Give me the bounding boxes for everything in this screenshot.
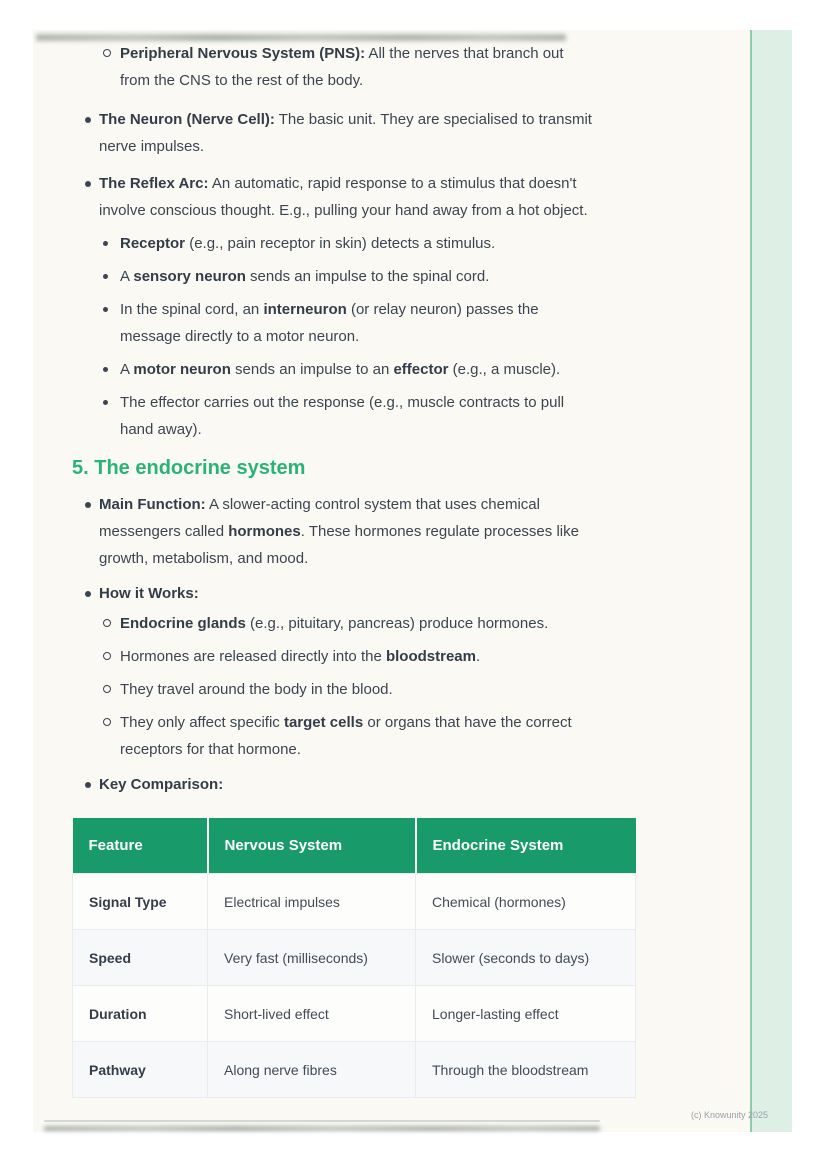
- table-cell: Short-lived effect: [208, 986, 416, 1042]
- list-item-text: They travel around the body in the blood.: [120, 681, 393, 698]
- list-item-text: Endocrine glands (e.g., pituitary, pancreas) produce hormones.: [120, 615, 549, 632]
- circle-bullet-icon: [103, 619, 111, 627]
- bullet-icon: [85, 591, 91, 597]
- document-page: [33, 30, 792, 1132]
- bullet-icon: [85, 117, 91, 123]
- list-item-text: A motor neuron sends an impulse to an effector (e.g., a muscle).: [120, 361, 561, 378]
- list-item-text: Main Function: A slower-acting control system that uses chemical messengers called hormones. These hormones regulate processes like growth, metabolism, and mood.: [99, 496, 579, 567]
- list-item-receptor: [72, 230, 792, 257]
- bullet-icon: [85, 181, 91, 187]
- circle-bullet-icon: [103, 49, 111, 57]
- table-row: [73, 1042, 636, 1098]
- comparison-table: [72, 818, 636, 1098]
- list-item-text: In the spinal cord, an interneuron (or relay neuron) passes the message directly to a motor neuron.: [120, 301, 539, 345]
- table-cell: Slower (seconds to days): [416, 930, 636, 986]
- list-item-endocrine-glands: [72, 610, 792, 637]
- table-cell: Through the bloodstream: [416, 1042, 636, 1098]
- bullet-icon: [103, 307, 108, 312]
- table-cell: Very fast (milliseconds): [208, 930, 416, 986]
- circle-bullet-icon: [103, 685, 111, 693]
- list-item-text: Key Comparison:: [99, 776, 224, 793]
- circle-bullet-icon: [103, 718, 111, 726]
- table-cell: Longer-lasting effect: [416, 986, 636, 1042]
- list-item-target-cells: [72, 709, 792, 763]
- table-header-feature: Feature: [73, 818, 208, 874]
- table-cell: Duration: [73, 986, 208, 1042]
- list-item-how-it-works: [72, 580, 792, 607]
- table-header-row: [73, 818, 636, 874]
- section-heading-endocrine: 5. The endocrine system: [72, 457, 306, 479]
- list-item-sensory-neuron: [72, 263, 792, 290]
- list-item-travel-blood: [72, 676, 792, 703]
- list-item-text: The Neuron (Nerve Cell): The basic unit. They are specialised to transmit nerve impulses.: [99, 111, 592, 155]
- list-item-text: Receptor (e.g., pain receptor in skin) detects a stimulus.: [120, 235, 496, 252]
- list-item-main-function: [72, 491, 792, 572]
- list-item-pns: [72, 40, 792, 94]
- table-cell: Electrical impulses: [208, 874, 416, 930]
- list-item-motor-neuron: [72, 356, 792, 383]
- list-item-text: Peripheral Nervous System (PNS): All the nerves that branch out from the CNS to the rest of the body.: [120, 45, 564, 89]
- list-item-text: Hormones are released directly into the bloodstream.: [120, 648, 481, 665]
- list-item-text: The effector carries out the response (e.g., muscle contracts to pull hand away).: [120, 394, 565, 438]
- bullet-icon: [85, 782, 91, 788]
- bullet-icon: [85, 502, 91, 508]
- table-header-nervous-system: Nervous System: [208, 818, 416, 874]
- bullet-icon: [103, 274, 108, 279]
- circle-bullet-icon: [103, 652, 111, 660]
- page-bottom-divider: [44, 1120, 600, 1122]
- bullet-icon: [103, 400, 108, 405]
- copyright-notice: (c) Knowunity 2025: [690, 1110, 768, 1120]
- list-item-reflex-arc: [72, 170, 792, 224]
- list-item-text: A sensory neuron sends an impulse to the spinal cord.: [120, 268, 490, 285]
- table-row: [73, 930, 636, 986]
- bullet-icon: [103, 367, 108, 372]
- table-cell: Chemical (hormones): [416, 874, 636, 930]
- list-item-text: How it Works:: [99, 585, 199, 602]
- table-cell: Signal Type: [73, 874, 208, 930]
- page-content: [33, 30, 792, 1098]
- list-item-key-comparison: [72, 771, 792, 798]
- list-item-neuron: [72, 106, 792, 160]
- table-header-endocrine-system: Endocrine System: [416, 818, 636, 874]
- comparison-table-wrapper: [72, 818, 792, 1098]
- list-item-effector: [72, 389, 792, 443]
- table-cell: Pathway: [73, 1042, 208, 1098]
- table-cell: Speed: [73, 930, 208, 986]
- list-item-bloodstream: [72, 643, 792, 670]
- list-item-text: They only affect specific target cells or organs that have the correct receptors for that hormone.: [120, 714, 572, 758]
- table-row: [73, 986, 636, 1042]
- list-item-text: The Reflex Arc: An automatic, rapid response to a stimulus that doesn't involve conscious thought. E.g., pulling your hand away from a hot object.: [99, 175, 588, 219]
- table-row: [73, 874, 636, 930]
- bullet-icon: [103, 241, 108, 246]
- cropped-text-smudge-bottom: [44, 1126, 600, 1131]
- table-cell: Along nerve fibres: [208, 1042, 416, 1098]
- list-item-interneuron: [72, 296, 792, 350]
